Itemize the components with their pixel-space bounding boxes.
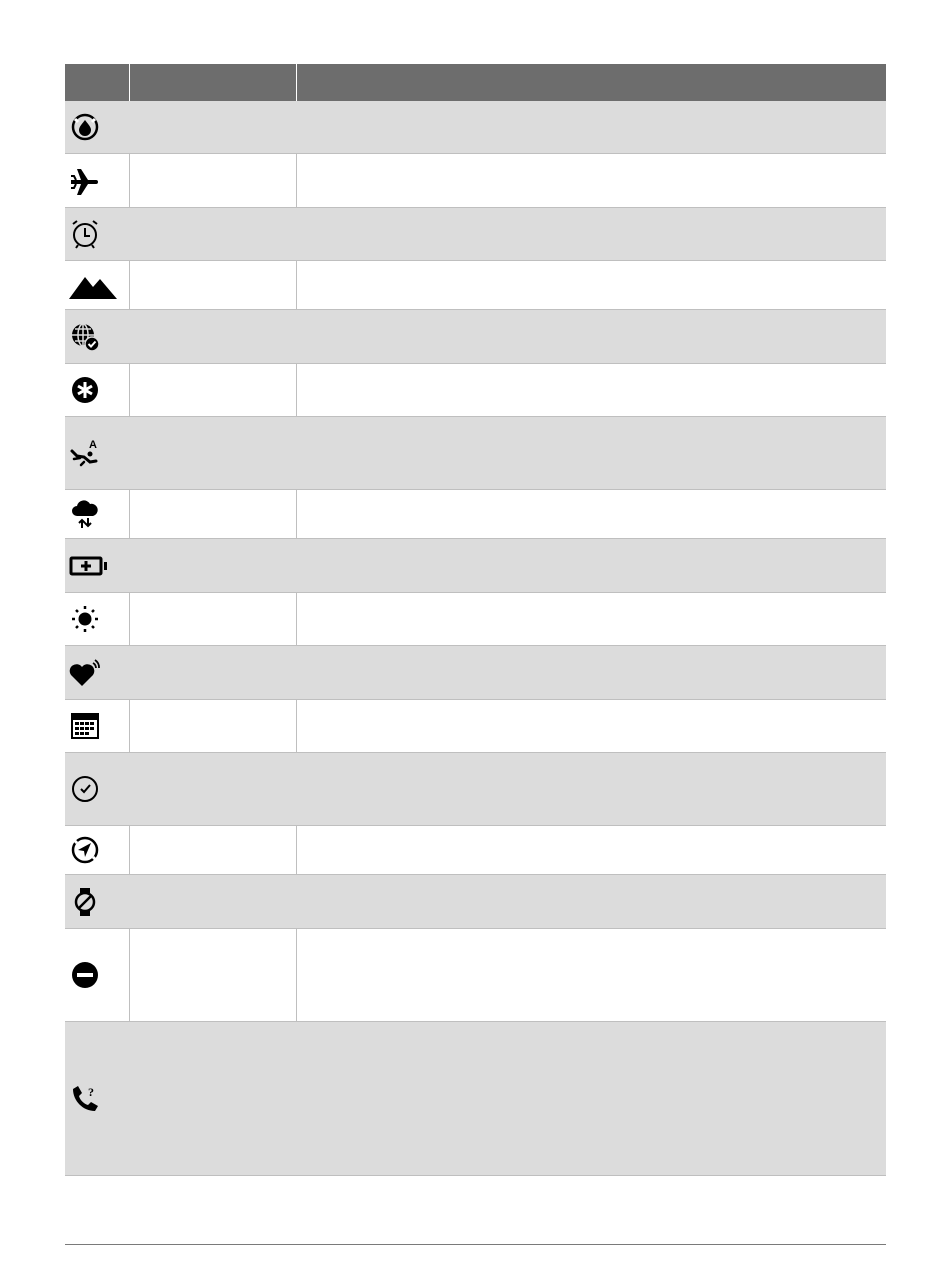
table-row <box>65 929 886 1022</box>
icon-cell <box>65 417 130 489</box>
name-cell <box>130 753 297 825</box>
description-cell <box>297 875 886 928</box>
table-row <box>65 310 886 364</box>
name-cell <box>130 154 297 207</box>
name-cell <box>130 1022 297 1175</box>
water-drop-in-circle-icon <box>69 111 101 143</box>
description-cell <box>297 646 886 699</box>
description-cell <box>297 101 886 153</box>
description-cell <box>297 826 886 874</box>
name-cell <box>130 700 297 752</box>
icon-cell <box>65 1022 130 1175</box>
table-row <box>65 154 886 208</box>
icon-cell <box>65 875 130 928</box>
table-row <box>65 261 886 310</box>
phone-question-icon <box>69 1083 101 1115</box>
description-cell <box>297 700 886 752</box>
globe-check-icon <box>69 321 101 353</box>
table-row <box>65 700 886 753</box>
icon-cell <box>65 753 130 825</box>
name-cell <box>130 539 297 592</box>
description-cell <box>297 208 886 260</box>
name-cell <box>130 593 297 645</box>
icon-cell <box>65 826 130 874</box>
table-row <box>65 646 886 700</box>
clock-icon <box>69 773 101 805</box>
table-row <box>65 826 886 875</box>
name-cell <box>130 646 297 699</box>
table-row <box>65 101 886 154</box>
name-cell <box>130 101 297 153</box>
navigation-arrow-circle-icon <box>69 834 101 866</box>
name-cell <box>130 417 297 489</box>
icon-cell <box>65 364 130 416</box>
icon-cell <box>65 101 130 153</box>
controls-table <box>65 64 886 1176</box>
icon-cell <box>65 646 130 699</box>
icon-cell <box>65 929 130 1021</box>
header-cell-name <box>130 64 297 101</box>
description-cell <box>297 753 886 825</box>
do-not-disturb-icon <box>69 959 101 991</box>
description-cell <box>297 310 886 363</box>
table-row <box>65 1022 886 1176</box>
header-cell-icon <box>65 64 130 101</box>
description-cell <box>297 593 886 645</box>
watch-disabled-icon <box>69 886 101 918</box>
footer-divider <box>65 1244 886 1245</box>
mountain-icon <box>69 269 117 301</box>
table-row <box>65 208 886 261</box>
table-row <box>65 364 886 417</box>
description-cell <box>297 417 886 489</box>
brightness-sun-icon <box>69 603 101 635</box>
icon-cell <box>65 310 130 363</box>
icon-cell <box>65 490 130 538</box>
icon-cell <box>65 261 130 309</box>
description-cell <box>297 929 886 1021</box>
name-cell <box>130 929 297 1021</box>
table-row <box>65 417 886 490</box>
icon-cell <box>65 154 130 207</box>
description-cell <box>297 364 886 416</box>
name-cell <box>130 310 297 363</box>
name-cell <box>130 826 297 874</box>
icon-cell <box>65 208 130 260</box>
icon-cell <box>65 593 130 645</box>
name-cell <box>130 490 297 538</box>
icon-cell <box>65 539 130 592</box>
airplane-icon <box>69 165 101 197</box>
heart-broadcast-icon <box>69 657 101 689</box>
battery-plus-icon <box>69 550 109 582</box>
table-row <box>65 875 886 929</box>
description-cell <box>297 1022 886 1175</box>
name-cell <box>130 261 297 309</box>
header-cell-description <box>297 64 886 101</box>
description-cell <box>297 490 886 538</box>
name-cell <box>130 364 297 416</box>
cloud-sync-icon <box>69 498 101 530</box>
calendar-icon <box>69 710 101 742</box>
asterisk-circle-icon <box>69 374 101 406</box>
table-header <box>65 64 886 101</box>
name-cell <box>130 208 297 260</box>
auto-dive-icon <box>69 437 101 469</box>
icon-cell <box>65 700 130 752</box>
name-cell <box>130 875 297 928</box>
table-row <box>65 539 886 593</box>
svg-text:A: A <box>89 439 97 451</box>
table-row <box>65 490 886 539</box>
description-cell <box>297 154 886 207</box>
alarm-clock-icon <box>69 218 101 250</box>
svg-text:?: ? <box>88 1084 94 1099</box>
table-row <box>65 593 886 646</box>
table-row <box>65 753 886 826</box>
description-cell <box>297 539 886 592</box>
description-cell <box>297 261 886 309</box>
